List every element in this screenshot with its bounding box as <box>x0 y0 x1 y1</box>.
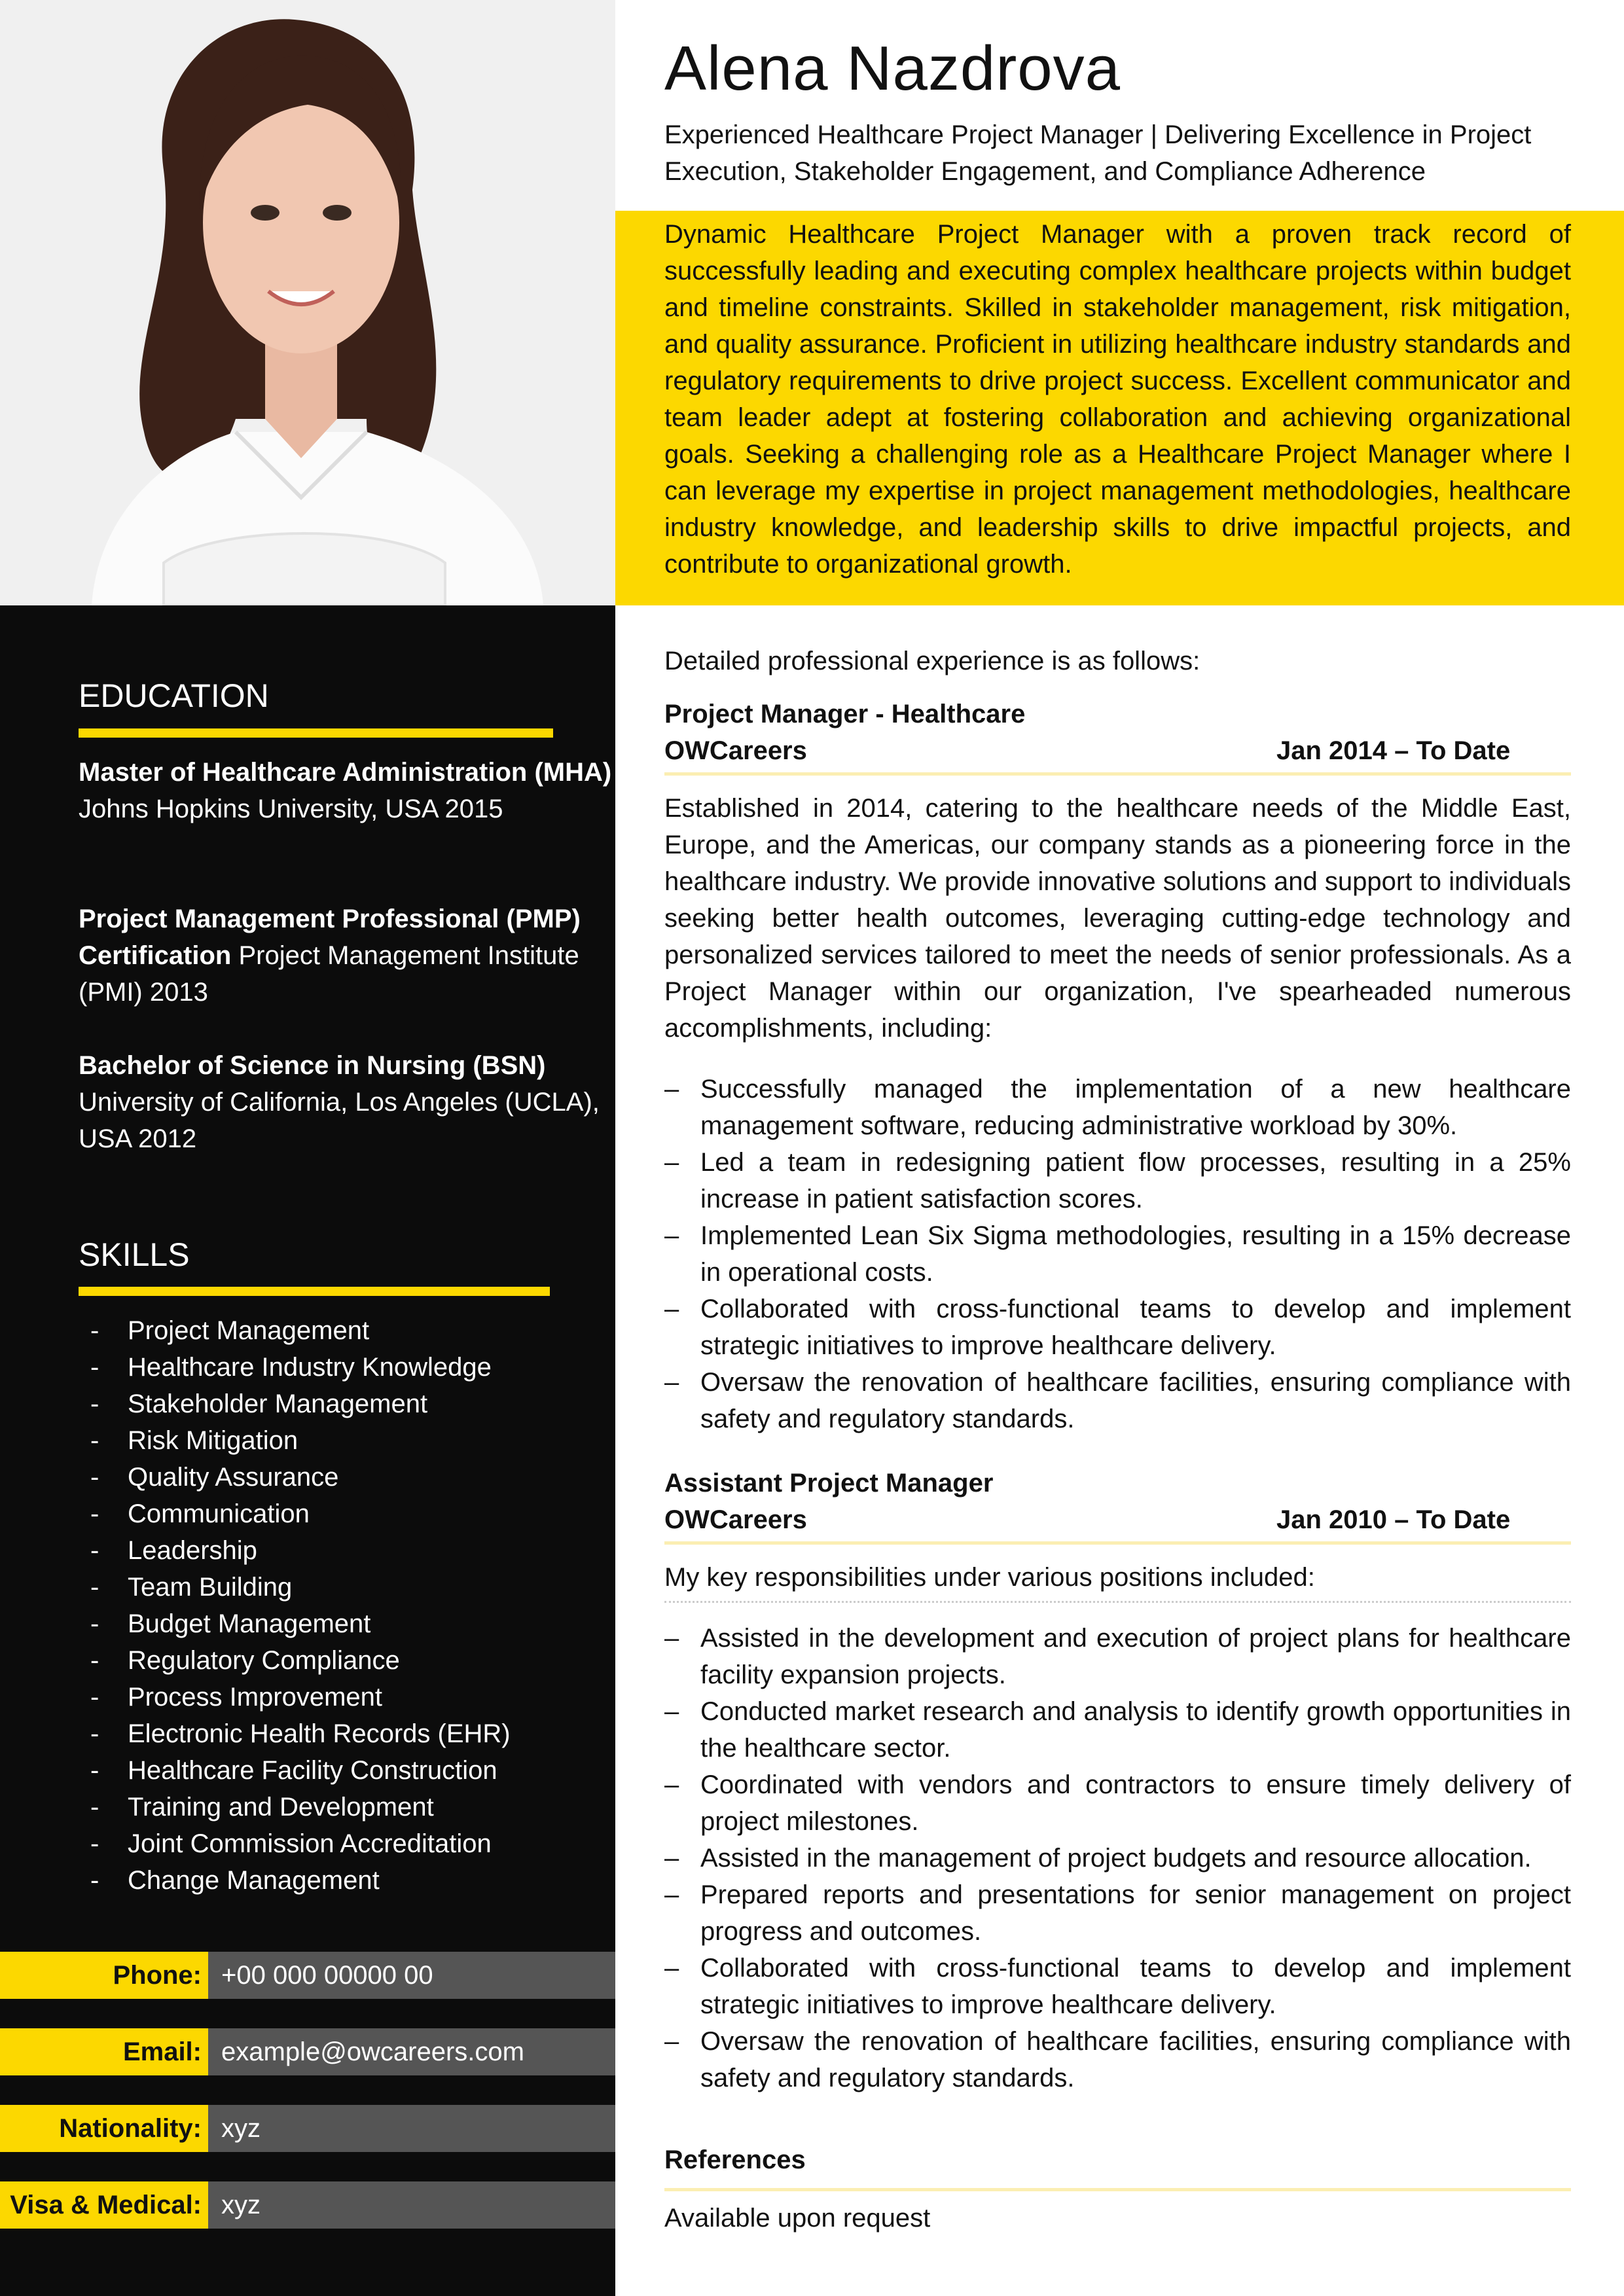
job-achievements <box>664 1071 1571 1437</box>
job-company: OWCareers <box>664 1505 807 1534</box>
job-description: Established in 2014, catering to the healthcare needs of the Middle East, Europe, and the Americas, our company stands as a pioneering force in the healthcare industry. We provide innovative solutions and support to individuals seeking better health outcomes, leveraging cutting-edge technology and personalized services tailored to meet the needs of senior professionals. As a Project Manager within our organization, I've spearheaded numerous accomplishments, including: <box>664 794 1571 1043</box>
skill-item: - Joint Commission Accreditation <box>79 1825 511 1862</box>
job-description: My key responsibilities under various positions included: <box>664 1563 1315 1592</box>
education-degree: Master of Healthcare Administration (MHA) <box>79 758 612 787</box>
nationality-label: Nationality: <box>0 2105 208 2152</box>
skill-item: - Communication <box>79 1496 511 1532</box>
job-company: OWCareers <box>664 736 807 765</box>
job-divider <box>664 772 1571 776</box>
achievement-item: – Successfully managed the implementation of a new healthcare management software, reducing administrative workload by 30%. <box>664 1071 1571 1144</box>
skill-item: - Healthcare Facility Construction <box>79 1752 511 1789</box>
candidate-name: Alena Nazdrova <box>664 33 1121 103</box>
responsibility-item: – Collaborated with cross-functional teams to develop and implement strategic initiatives to improve healthcare delivery. <box>664 1950 1571 2023</box>
experience-intro: Detailed professional experience is as follows: <box>664 647 1200 675</box>
education-item <box>79 1047 615 1157</box>
education-underline <box>79 728 553 738</box>
phone-label: Phone: <box>0 1952 208 1999</box>
job-company-row <box>664 732 1571 769</box>
job-title: Project Manager - Healthcare <box>664 700 1026 728</box>
skill-item: - Budget Management <box>79 1605 511 1642</box>
responsibility-item: – Prepared reports and presentations for senior management on project progress and outcomes. <box>664 1876 1571 1950</box>
email-label: Email: <box>0 2028 208 2075</box>
email-value[interactable]: example@owcareers.com <box>208 2028 615 2075</box>
references-heading: References <box>664 2145 806 2174</box>
profile-photo-illustration <box>0 0 615 605</box>
responsibility-item: – Oversaw the renovation of healthcare facilities, ensuring compliance with safety and regulatory standards. <box>664 2023 1571 2096</box>
skill-item: - Change Management <box>79 1862 511 1899</box>
job-responsibilities <box>664 1620 1571 2096</box>
job-dates: Jan 2014 – To Date <box>1276 736 1511 765</box>
education-item <box>79 754 615 827</box>
job-company-row <box>664 1501 1571 1538</box>
skill-item: - Training and Development <box>79 1789 511 1825</box>
skill-item: - Electronic Health Records (EHR) <box>79 1715 511 1752</box>
education-institution: Johns Hopkins University, USA 2015 <box>79 795 503 823</box>
skill-item: - Healthcare Industry Knowledge <box>79 1349 511 1386</box>
skill-item: - Team Building <box>79 1569 511 1605</box>
nationality-value: xyz <box>208 2105 615 2152</box>
responsibility-item: – Coordinated with vendors and contractors to ensure timely delivery of project milestones. <box>664 1767 1571 1840</box>
references-divider <box>664 2188 1571 2191</box>
dotted-divider <box>664 1601 1571 1603</box>
education-degree: Project Management Professional (PMP) Certification <box>79 905 581 970</box>
education-item <box>79 901 615 1011</box>
achievement-item: – Led a team in redesigning patient flow processes, resulting in a 25% increase in patient satisfaction scores. <box>664 1144 1571 1217</box>
responsibility-item: – Assisted in the development and execution of project plans for healthcare facility expansion projects. <box>664 1620 1571 1693</box>
professional-summary: Dynamic Healthcare Project Manager with a proven track record of successfully leading and executing complex healthcare projects within budget and timeline constraints. Skilled in stakeholder management, risk mitigation, and quality assurance. Proficient in utilizing healthcare industry standards and regulatory requirements to drive project success. Excellent communicator and team leader adept at fostering collaboration and achieving organizational goals. Seeking a challenging role as a Healthcare Project Manager where I can leverage my expertise in project management methodologies, healthcare industry knowledge, and leadership skills to drive impactful projects, and contribute to organizational growth. <box>664 220 1571 579</box>
visa-medical-value: xyz <box>208 2181 615 2229</box>
education-institution: University of California, Los Angeles (UCLA), USA 2012 <box>79 1088 600 1153</box>
skills-list <box>79 1312 511 1899</box>
job-divider <box>664 1541 1571 1545</box>
skill-item: - Process Improvement <box>79 1679 511 1715</box>
skill-item: - Leadership <box>79 1532 511 1569</box>
skills-underline <box>79 1287 550 1296</box>
visa-medical-label: Visa & Medical: <box>0 2181 208 2229</box>
skill-item: - Regulatory Compliance <box>79 1642 511 1679</box>
responsibility-item: – Assisted in the management of project budgets and resource allocation. <box>664 1840 1571 1876</box>
skill-item: - Stakeholder Management <box>79 1386 511 1422</box>
responsibility-item: – Conducted market research and analysis to identify growth opportunities in the healthcare sector. <box>664 1693 1571 1767</box>
education-degree: Bachelor of Science in Nursing (BSN) <box>79 1051 546 1080</box>
skill-item: - Quality Assurance <box>79 1459 511 1496</box>
job-title: Assistant Project Manager <box>664 1469 994 1498</box>
profile-photo <box>0 0 615 605</box>
achievement-item: – Oversaw the renovation of healthcare facilities, ensuring compliance with safety and regulatory standards. <box>664 1364 1571 1437</box>
achievement-item: – Implemented Lean Six Sigma methodologies, resulting in a 15% decrease in operational costs. <box>664 1217 1571 1291</box>
achievement-item: – Collaborated with cross-functional teams to develop and implement strategic initiatives to improve healthcare delivery. <box>664 1291 1571 1364</box>
skill-item: - Risk Mitigation <box>79 1422 511 1459</box>
skills-heading: SKILLS <box>79 1236 190 1273</box>
education-institution: Project Management Institute (PMI) 2013 <box>79 941 579 1007</box>
professional-headline: Experienced Healthcare Project Manager | Delivering Excellence in Project Execution, Stakeholder Engagement, and Compliance Adherence <box>664 120 1532 186</box>
education-heading: EDUCATION <box>79 677 269 714</box>
phone-value: +00 000 00000 00 <box>208 1952 615 1999</box>
skill-item: - Project Management <box>79 1312 511 1349</box>
job-dates: Jan 2010 – To Date <box>1276 1505 1511 1534</box>
references-text: Available upon request <box>664 2204 931 2233</box>
